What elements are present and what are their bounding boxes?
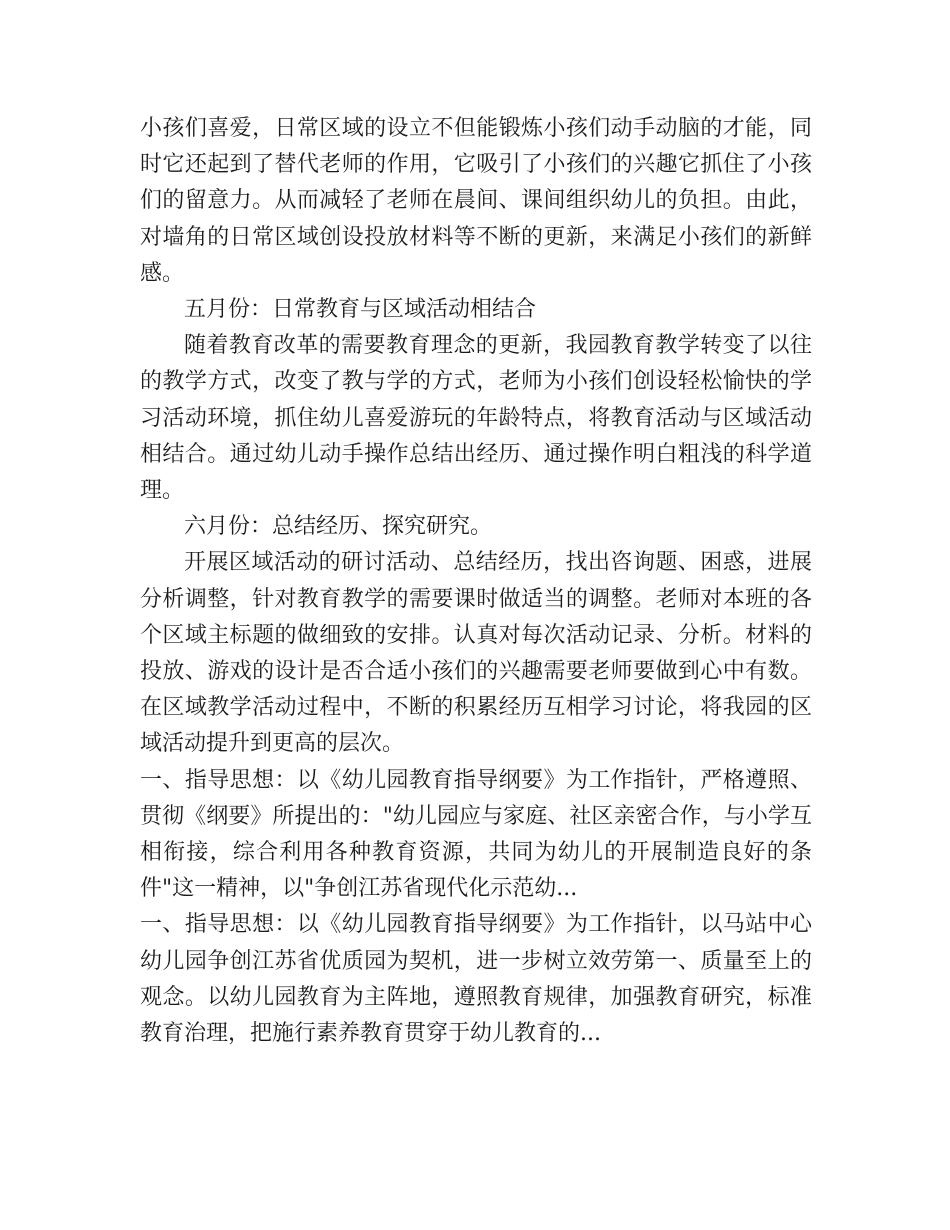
paragraph-june-heading: 六月份：总结经历、探究研究。 <box>184 514 493 540</box>
document-body <box>140 111 812 1052</box>
paragraph-june-body: 开展区域活动的研讨活动、总结经历，找出咨询题、困惑，进展分析调整，针对教育教学的需要课时做适当的调整。老师对本班的各个区域主标题的做细致的安排。认真对每次活动记录、分析。材料的投放、游戏的设计是否合适小孩们的兴趣需要老师要做到心中有数。在区域教学活动过程中，不断的积累经历互相学习讨论，将我园的区域活动提升到更高的层次。 <box>140 550 812 757</box>
paragraph-guiding-thought-1: 一、指导思想：以《幼儿园教育指导纲要》为工作指针，严格遵照、贯彻《纲要》所提出的："幼儿园应与家庭、社区亲密合作，与小学互相衔接，综合利用各种教育资源，共同为幼儿的开展制造良好的条件"这一精神，以"争创江苏省现代化示范幼... <box>140 767 812 902</box>
paragraph-may-heading: 五月份：日常教育与区域活动相结合 <box>184 297 537 323</box>
paragraph-guiding-thought-2: 一、指导思想：以《幼儿园教育指导纲要》为工作指针，以马站中心幼儿园争创江苏省优质园为契机，进一步树立效劳第一、质量至上的观念。以幼儿园教育为主阵地，遵照教育规律，加强教育研究，标准教育治理，把施行素养教育贯穿于幼儿教育的... <box>140 912 812 1047</box>
paragraph-may-body: 随着教育改革的需要教育理念的更新，我园教育教学转变了以往的教学方式，改变了教与学的方式，老师为小孩们创设轻松愉快的学习活动环境，抓住幼儿喜爱游玩的年龄特点，将教育活动与区域活动相结合。通过幼儿动手操作总结出经历、通过操作明白粗浅的科学道理。 <box>140 333 812 504</box>
paragraph-continuation: 小孩们喜爱，日常区域的设立不但能锻炼小孩们动手动脑的才能，同时它还起到了替代老师的作用，它吸引了小孩们的兴趣它抓住了小孩们的留意力。从而减轻了老师在晨间、课间组织幼儿的负担。由此，对墙角的日常区域创设投放材料等不断的更新，来满足小孩们的新鲜感。 <box>140 116 812 286</box>
